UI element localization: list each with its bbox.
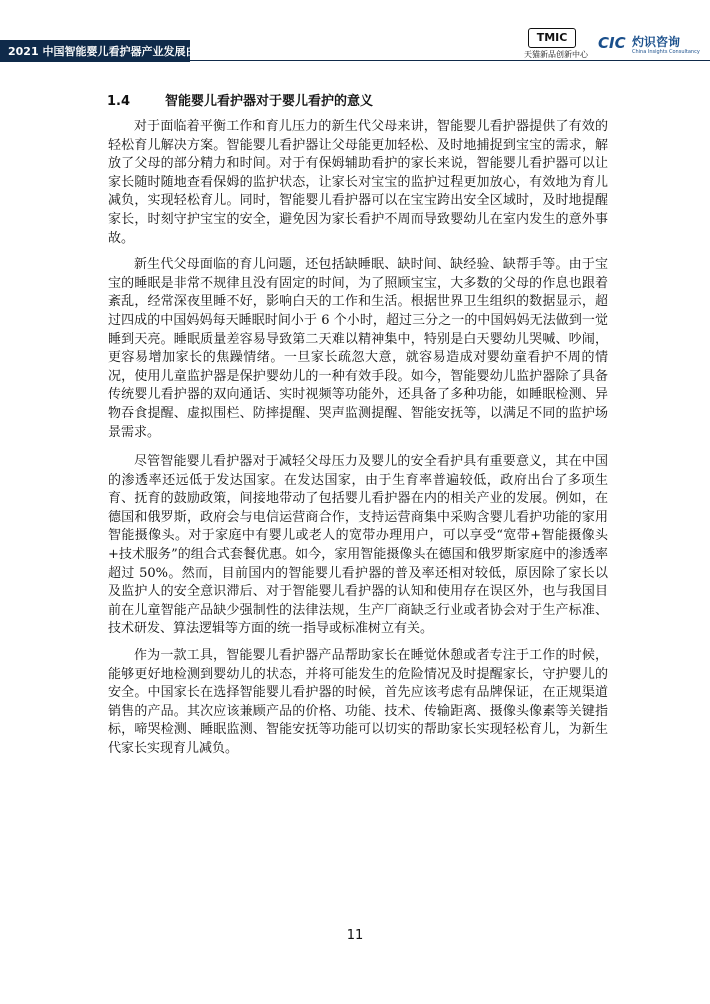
paragraph: 尽管智能婴儿看护器对于减轻父母压力及婴儿的安全看护具有重要意义，其在中国的渗透率还远低于发达国家。在发达国家，由于生育率普遍较低，政府出台了多项生育、抚育的鼓励政策，间接地带动了包括婴儿看护器在内的相关产业的发展。例如，在德国和俄罗斯，政府会与电信运营商合作，支持运营商集中采购含婴儿看护功能的家用智能摄像头。对于家庭中有婴儿或老人的宽带办理用户，可以享受“宽带+智能摄像头+技术服务”的组合式套餐优惠。如今，家用智能摄像头在德国和俄罗斯家庭中的渗透率超过 50%。然而，目前国内的智能婴儿看护器的普及率还相对较低，原因除了家长以及监护人的安全意识滞后、对于智能婴儿看护器的认知和使用存在误区外，也与我国目前在儿童智能产品缺少强制性的法律法规，生产厂商缺乏行业或者协会对于生产标准、技术研发、算法逻辑等方面的统一指导或标准树立有关。: [108, 454, 608, 637]
cic-logo-mark: CIC: [598, 34, 626, 52]
paragraph: 作为一款工具，智能婴儿看护器产品帮助家长在睡觉休憩或者专注于工作的时候，能够更好地检测到婴幼儿的状态，并将可能发生的危险情况及时提醒家长，守护婴儿的安全。中国家长在选择智能婴儿看护器的时候，首先应该考虑有品牌保证，在正规渠道销售的产品。其次应该兼顾产品的价格、功能、技术、传输距离、摄像头像素等关键指标，啼哭检测、睡眠监测、智能安抚等功能可以切实的帮助家长实现轻松育儿，为新生代家长实现育儿减负。: [108, 648, 608, 756]
section-number: 1.4: [107, 94, 131, 109]
body-text: [108, 118, 608, 767]
tmic-logo: [524, 28, 588, 60]
paragraph: 对于面临着平衡工作和育儿压力的新生代父母来讲，智能婴儿看护器提供了有效的轻松育儿解决方案。智能婴儿看护器让父母能更加轻松、及时地捕捉到宝宝的需求，解放了父母的部分精力和时间。对于有保姆辅助看护的家长来说，智能婴儿看护器可以让家长随时随地查看保姆的监护状态，让家长对宝宝的监护过程更加放心，有效地为育儿减负，实现轻松育儿。同时，智能婴儿看护器可以在宝宝跨出安全区域时，及时地提醒家长，时刻守护宝宝的安全，避免因为家长看护不周而导致婴幼儿在室内发生的意外事故。: [108, 119, 608, 246]
page-number: 11: [346, 928, 364, 943]
report-title: 2021 中国智能婴儿看护器产业发展白皮书: [8, 45, 219, 58]
cic-logo-name: 灼识咨询: [632, 35, 681, 49]
section-title: 智能婴儿看护器对于婴儿看护的意义: [165, 94, 374, 109]
cic-logo: [598, 34, 698, 60]
header-divider: [190, 60, 710, 61]
section-heading: [107, 90, 373, 109]
cic-logo-english: China Insights Consultancy: [632, 49, 700, 55]
header-title-bar: [0, 40, 219, 62]
tmic-logo-name: 天猫新品创新中心: [524, 50, 588, 59]
tmic-logo-mark: TMIC: [528, 28, 576, 48]
paragraph: 新生代父母面临的育儿问题，还包括缺睡眠、缺时间、缺经验、缺帮手等。由于宝宝的睡眠是非常不规律且没有固定的时间，为了照顾宝宝，大多数的父母的作息也跟着紊乱，经常深夜里睡不好，影响白天的工作和生活。根据世界卫生组织的数据显示，超过四成的中国妈妈每天睡眠时间小于 6 个小时，超过三分之一的中国妈妈无法做到一觉睡到天亮。睡眠质量差容易导致第二天难以精神集中，特别是白天婴幼儿哭喊、吵闹，更容易增加家长的焦躁情绪。一旦家长疏忽大意，就容易造成对婴幼童看护不周的情况，使用儿童监护器是保护婴幼儿的一种有效手段。如今，智能婴幼儿监护器除了具备传统婴儿看护器的双向通话、实时视频等功能外，还具备了多种功能，如睡眠检测、异物吞食提醒、虚拟围栏、防摔提醒、哭声监测提醒、智能安抚等，以满足不同的监护场景需求。: [108, 257, 608, 440]
